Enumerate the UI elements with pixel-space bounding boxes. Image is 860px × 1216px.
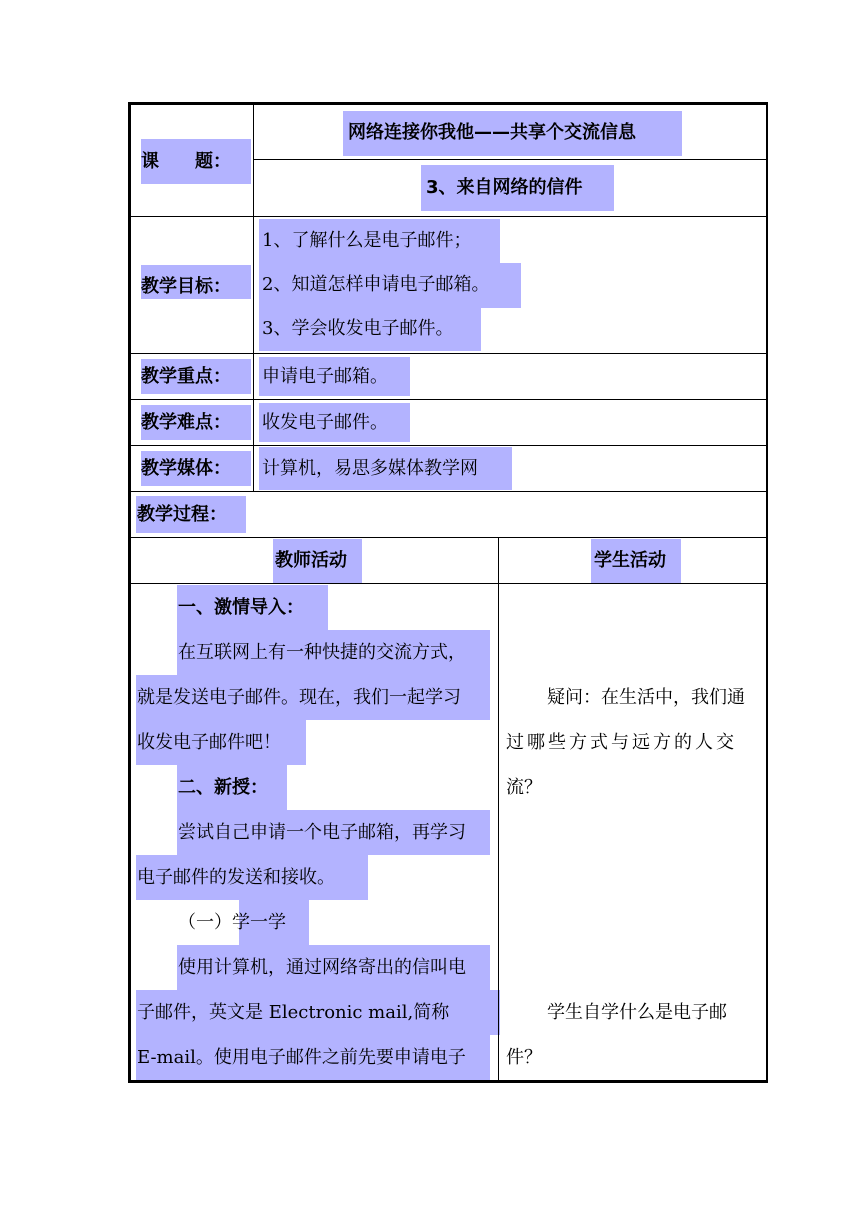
table-border (128, 1080, 768, 1083)
table-border (128, 102, 131, 1083)
key-point-value: 申请电子邮箱。 (262, 366, 388, 387)
column-header-student: 学生活动 (594, 550, 666, 571)
table-border (498, 537, 499, 1081)
teacher-text-line: 电子邮件的发送和接收。 (137, 867, 335, 888)
lesson-title: 网络连接你我他——共享个交流信息 (348, 122, 636, 143)
table-border (128, 102, 768, 105)
objective-item: 1、了解什么是电子邮件； (262, 230, 472, 251)
teacher-text-line: E-mail。使用电子邮件之前先要申请电子 (137, 1047, 466, 1068)
lesson-subtitle: 3、来自网络的信件 (426, 177, 583, 198)
objective-item: 2、知道怎样申请电子邮箱。 (262, 274, 490, 295)
label-objectives: 教学目标： (141, 276, 231, 297)
teacher-text-line: 使用计算机，通过网络寄出的信叫电 (178, 957, 466, 978)
student-text-line: 学生自学什么是电子邮 (547, 1002, 727, 1023)
table-border (130, 537, 767, 538)
student-text-line: 流？ (506, 777, 542, 798)
teacher-text-line: 收发电子邮件吧！ (137, 732, 281, 753)
section-heading: 二、新授： (178, 777, 268, 798)
table-border (766, 102, 768, 1083)
teacher-text-line: 尝试自己申请一个电子邮箱，再学习 (178, 822, 466, 843)
table-border (253, 104, 254, 491)
table-border (130, 491, 767, 492)
table-border (130, 583, 767, 584)
column-header-teacher: 教师活动 (275, 550, 347, 571)
table-border (130, 353, 767, 354)
label-key-point: 教学重点： (141, 366, 231, 387)
teacher-text-line: 子邮件，英文是 Electronic mail,简称 (137, 1002, 450, 1023)
table-border (130, 445, 767, 446)
objective-item: 3、学会收发电子邮件。 (262, 318, 454, 339)
table-border (130, 399, 767, 400)
difficulty-value: 收发电子邮件。 (262, 412, 388, 433)
student-text-line: 过哪些方式与远方的人交 (506, 732, 737, 753)
table-border (253, 159, 767, 160)
label-media: 教学媒体： (141, 458, 231, 479)
teacher-text-line: 就是发送电子邮件。现在，我们一起学习 (137, 687, 461, 708)
label-process: 教学过程： (137, 504, 227, 525)
table-border (130, 216, 767, 217)
section-heading: 一、激情导入： (178, 597, 304, 618)
subsection-heading: （一）学一学 (178, 912, 286, 933)
student-text-line: 件？ (506, 1047, 542, 1068)
student-text-line: 疑问：在生活中，我们通 (547, 687, 745, 708)
label-difficulty: 教学难点： (141, 412, 231, 433)
media-value: 计算机，易思多媒体教学网 (262, 458, 478, 479)
teacher-text-line: 在互联网上有一种快捷的交流方式， (178, 642, 466, 663)
label-topic: 课 题： (141, 151, 231, 172)
